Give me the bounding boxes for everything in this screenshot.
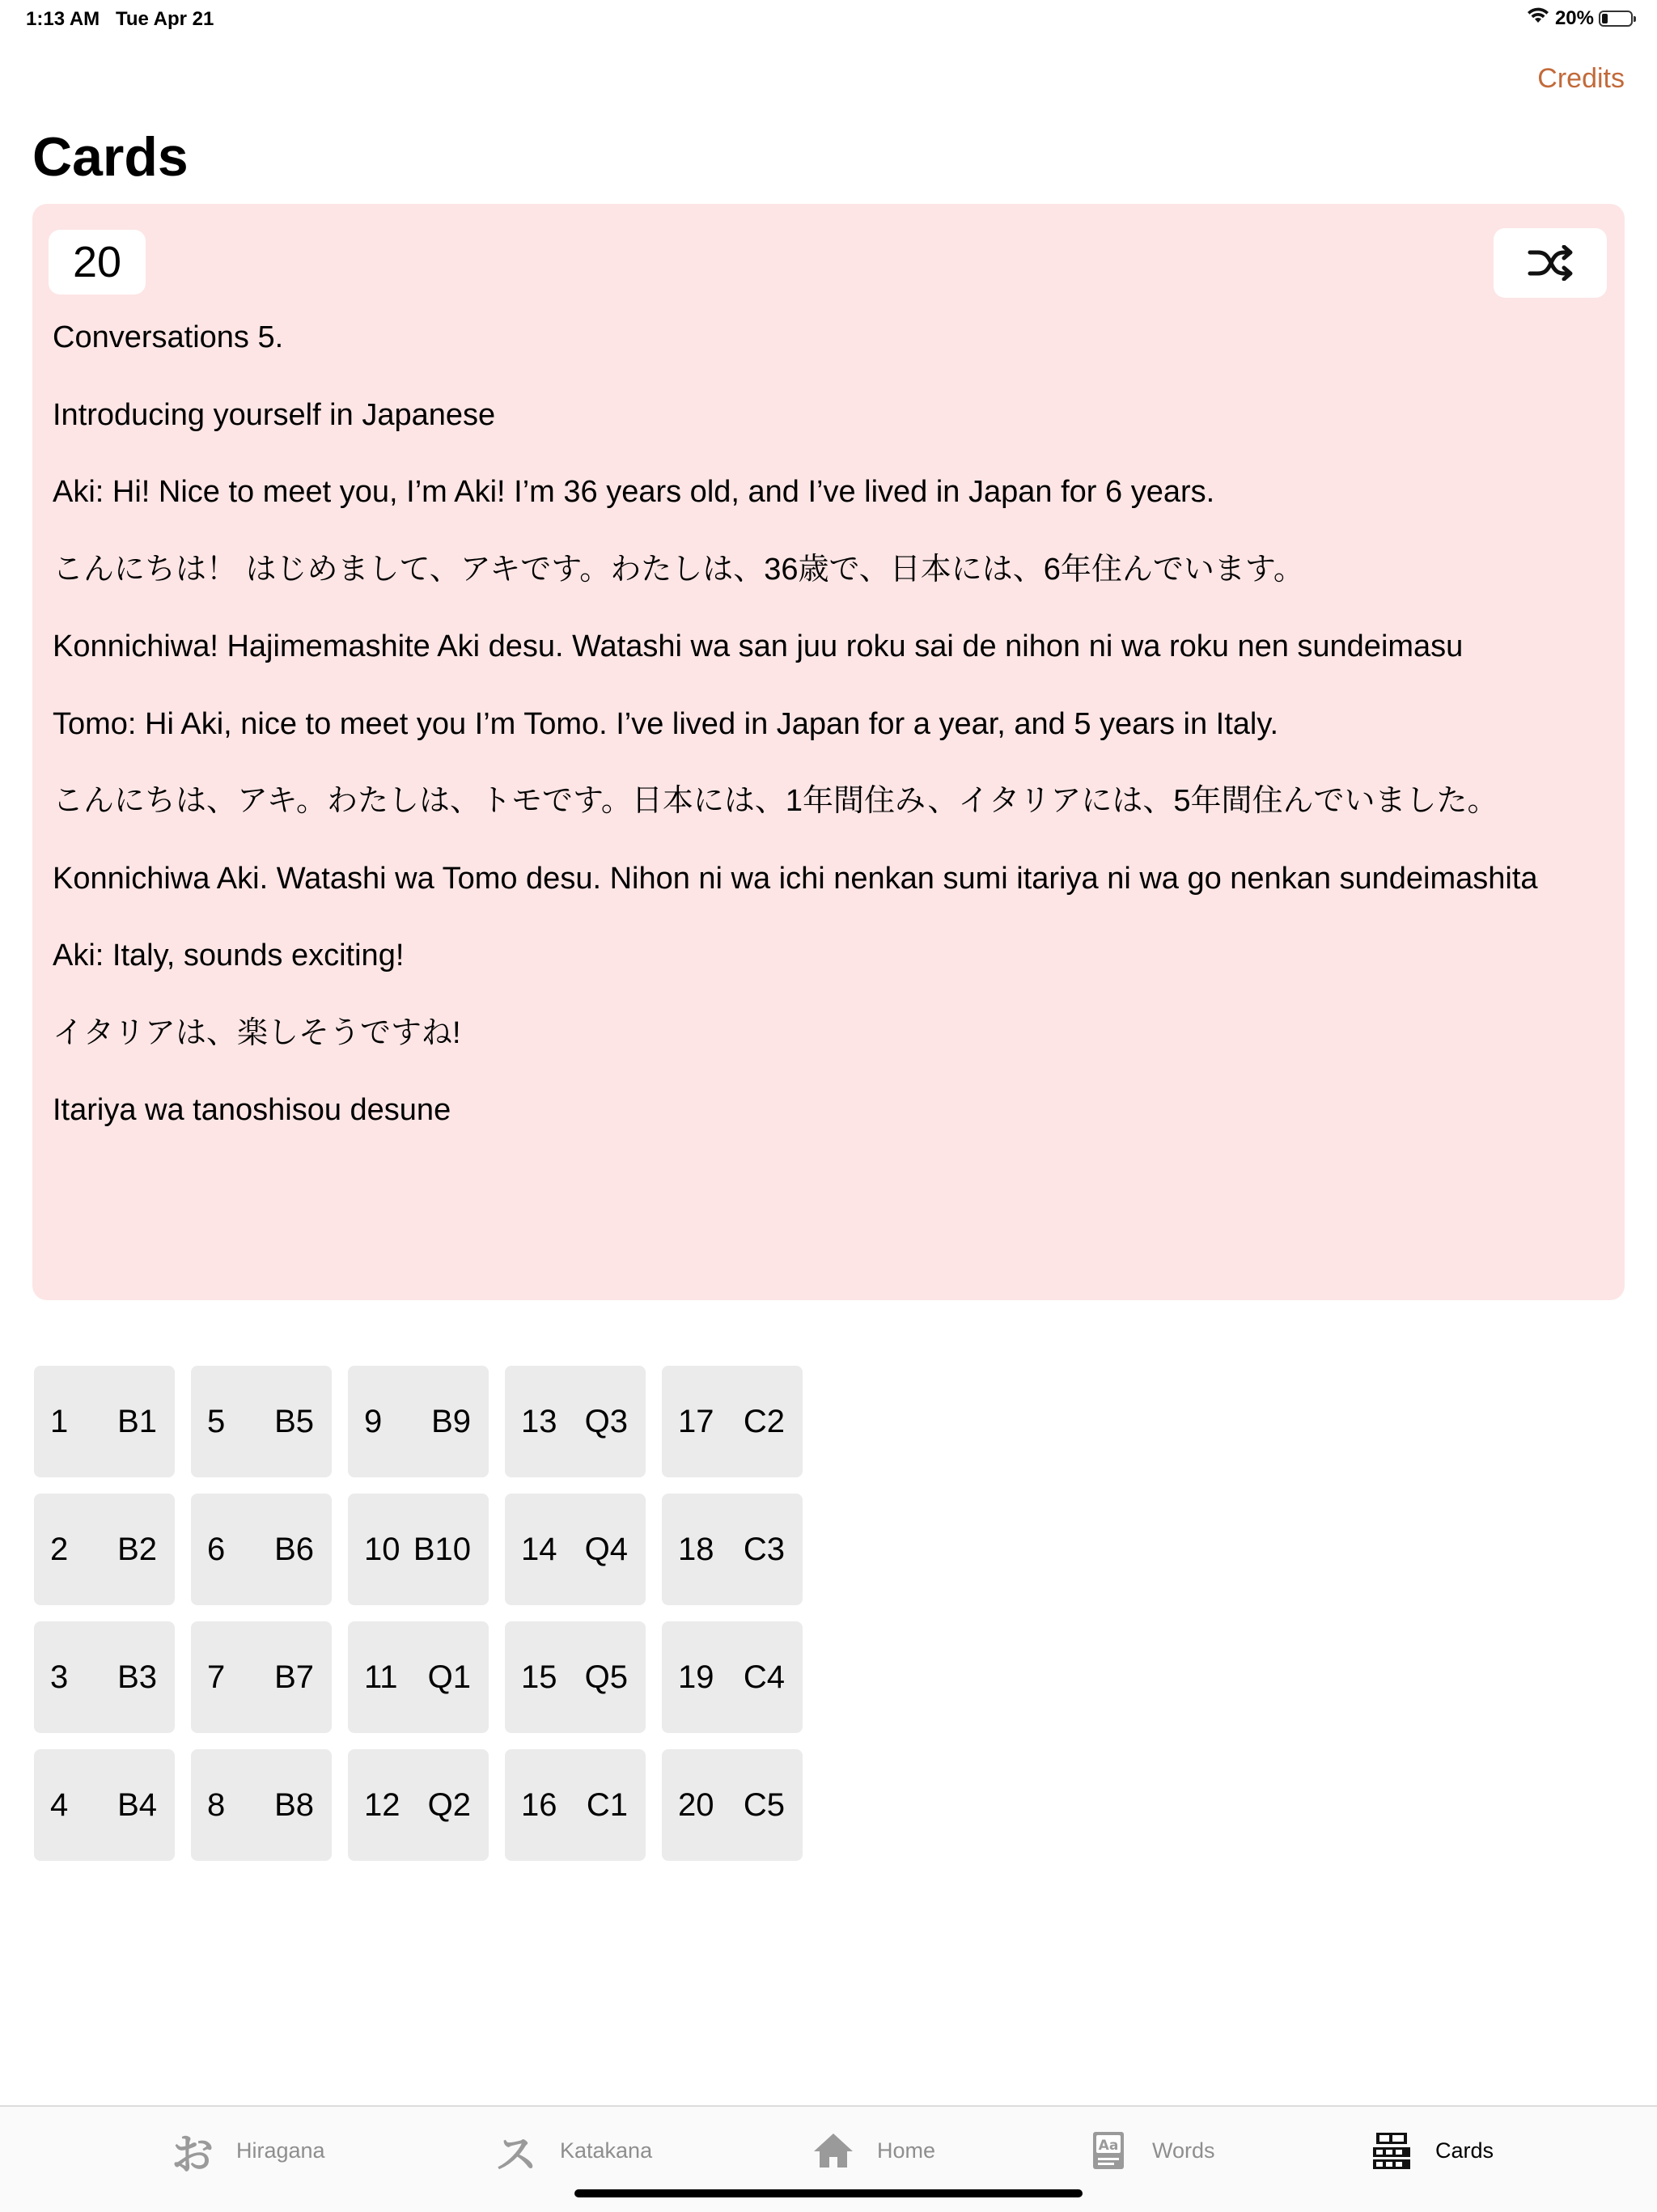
tab-label: Katakana bbox=[560, 2138, 653, 2163]
card-grid-cell[interactable] bbox=[348, 1749, 489, 1861]
status-right bbox=[1526, 6, 1633, 30]
card-line: Conversations 5. bbox=[53, 320, 284, 354]
tab-words[interactable] bbox=[1086, 2128, 1215, 2173]
card-line: Aki: Italy, sounds exciting! bbox=[53, 939, 405, 973]
cell-code: Q1 bbox=[427, 1659, 471, 1695]
cell-number: 15 bbox=[521, 1659, 557, 1695]
cell-code: C5 bbox=[743, 1786, 785, 1823]
cell-code: B3 bbox=[117, 1659, 157, 1695]
cell-number: 9 bbox=[364, 1403, 383, 1439]
dictionary-icon bbox=[1086, 2128, 1131, 2173]
card-grid-cell[interactable] bbox=[505, 1621, 646, 1733]
card-grid-cell[interactable] bbox=[662, 1494, 803, 1605]
tab-label: Hiragana bbox=[236, 2138, 325, 2163]
status-date: Tue Apr 21 bbox=[116, 8, 214, 30]
card-grid-cell[interactable] bbox=[348, 1621, 489, 1733]
cell-number: 4 bbox=[50, 1786, 69, 1823]
cell-code: C4 bbox=[743, 1659, 785, 1695]
battery-percent: 20% bbox=[1554, 6, 1594, 29]
card-line: Konnichiwa! Hajimemashite Aki desu. Watashi wa san juu roku sai de nihon ni wa roku nen sundeimasu bbox=[53, 629, 1464, 663]
cell-number: 10 bbox=[364, 1531, 400, 1567]
cell-number: 13 bbox=[521, 1403, 557, 1439]
card-grid-cell[interactable] bbox=[191, 1749, 332, 1861]
katakana-icon: ス bbox=[494, 2131, 537, 2179]
cell-code: B9 bbox=[431, 1403, 471, 1439]
cell-number: 7 bbox=[207, 1659, 226, 1695]
cell-code: C2 bbox=[743, 1403, 785, 1439]
svg-text:Aa: Aa bbox=[1098, 2138, 1119, 2154]
card-line: Aki: Hi! Nice to meet you, I’m Aki! I’m 36 years old, and I’ve lived in Japan for 6 years. bbox=[53, 475, 1215, 509]
card-grid-cell[interactable] bbox=[505, 1749, 646, 1861]
cell-number: 2 bbox=[50, 1531, 69, 1567]
cell-number: 6 bbox=[207, 1531, 226, 1567]
home-icon bbox=[811, 2128, 856, 2173]
tab-label: Cards bbox=[1435, 2138, 1494, 2163]
credits-button[interactable]: Credits bbox=[1537, 63, 1625, 94]
cell-number: 5 bbox=[207, 1403, 226, 1439]
page-title: Cards bbox=[32, 126, 189, 188]
card-grid-cell[interactable] bbox=[34, 1494, 175, 1605]
tab-hiragana[interactable] bbox=[170, 2128, 325, 2179]
card-line: Itariya wa tanoshisou desune bbox=[53, 1093, 451, 1127]
cell-number: 3 bbox=[50, 1659, 69, 1695]
cell-number: 11 bbox=[364, 1659, 398, 1695]
cell-code: Q4 bbox=[584, 1531, 628, 1567]
cell-number: 12 bbox=[364, 1786, 400, 1823]
tab-katakana[interactable] bbox=[494, 2128, 653, 2179]
cell-code: B4 bbox=[117, 1786, 157, 1823]
wifi-icon bbox=[1526, 6, 1550, 30]
card-grid-cell[interactable] bbox=[505, 1366, 646, 1477]
cell-code: Q2 bbox=[427, 1786, 471, 1823]
tab-cards[interactable] bbox=[1369, 2128, 1494, 2173]
battery-icon bbox=[1599, 11, 1633, 27]
conversation-card bbox=[32, 204, 1625, 1300]
status-time: 1:13 AM bbox=[26, 8, 100, 30]
cell-code: C3 bbox=[743, 1531, 785, 1567]
card-grid-cell[interactable] bbox=[348, 1494, 489, 1605]
card-grid-cell[interactable] bbox=[34, 1749, 175, 1861]
card-grid-cell[interactable] bbox=[191, 1366, 332, 1477]
tab-label: Home bbox=[877, 2138, 936, 2163]
card-grid-cell[interactable] bbox=[662, 1366, 803, 1477]
card-line: こんにちは、アキ。わたしは、トモです。日本には、1年間住み、イタリアには、5年間住んでいました。 bbox=[53, 784, 1498, 818]
tab-home[interactable] bbox=[811, 2128, 935, 2173]
card-number-badge: 20 bbox=[49, 230, 146, 295]
card-line: Konnichiwa Aki. Watashi wa Tomo desu. Nihon ni wa ichi nenkan sumi itariya ni wa go nenkan sundeimashita bbox=[53, 861, 1538, 896]
cell-code: B7 bbox=[274, 1659, 314, 1695]
tab-label: Words bbox=[1152, 2138, 1215, 2163]
card-text bbox=[53, 309, 1608, 1159]
shuffle-icon bbox=[1527, 245, 1574, 281]
cell-code: B5 bbox=[274, 1403, 314, 1439]
card-line: Tomo: Hi Aki, nice to meet you I’m Tomo. I’ve lived in Japan for a year, and 5 years in Italy. bbox=[53, 706, 1279, 741]
cell-number: 16 bbox=[521, 1786, 557, 1823]
cell-number: 20 bbox=[678, 1786, 714, 1823]
cell-code: B8 bbox=[274, 1786, 314, 1823]
cell-code: C1 bbox=[586, 1786, 628, 1823]
card-grid-cell[interactable] bbox=[348, 1366, 489, 1477]
cell-number: 8 bbox=[207, 1786, 226, 1823]
card-line: イタリアは、楽しそうですね! bbox=[53, 1015, 461, 1050]
status-bar bbox=[0, 0, 1657, 39]
home-indicator bbox=[574, 2189, 1083, 2197]
card-line: こんにちは！ はじめまして、アキです。わたしは、36歳で、日本には、6年住んでいます。 bbox=[53, 552, 1304, 587]
card-line: Introducing yourself in Japanese bbox=[53, 397, 496, 432]
cell-code: B1 bbox=[117, 1403, 157, 1439]
cell-number: 18 bbox=[678, 1531, 714, 1567]
hiragana-icon: お bbox=[171, 2131, 214, 2179]
cell-number: 17 bbox=[678, 1403, 714, 1439]
cell-number: 19 bbox=[678, 1659, 714, 1695]
cell-code: B2 bbox=[117, 1531, 157, 1567]
cell-code: B10 bbox=[413, 1531, 471, 1567]
shuffle-button[interactable] bbox=[1494, 228, 1607, 298]
card-grid-cell[interactable] bbox=[505, 1494, 646, 1605]
cell-code: Q3 bbox=[584, 1403, 628, 1439]
cell-code: Q5 bbox=[584, 1659, 628, 1695]
card-grid-cell[interactable] bbox=[34, 1366, 175, 1477]
card-grid-cell[interactable] bbox=[191, 1494, 332, 1605]
cards-icon bbox=[1369, 2128, 1414, 2173]
card-grid-cell[interactable] bbox=[34, 1621, 175, 1733]
cell-number: 14 bbox=[521, 1531, 557, 1567]
cell-number: 1 bbox=[50, 1403, 69, 1439]
card-grid-cell[interactable] bbox=[662, 1749, 803, 1861]
card-grid bbox=[34, 1366, 803, 1861]
card-grid-cell[interactable] bbox=[662, 1621, 803, 1733]
cell-code: B6 bbox=[274, 1531, 314, 1567]
card-grid-cell[interactable] bbox=[191, 1621, 332, 1733]
